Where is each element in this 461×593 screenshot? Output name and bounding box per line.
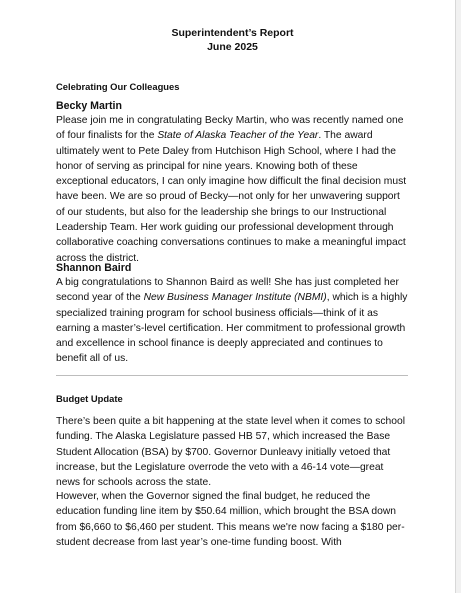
- award-title: State of Alaska Teacher of the Year: [157, 130, 319, 142]
- paragraph-text: , which is a highly specialized training program for school business officials—think of it as earning a master’s-level certification. Her commitment to professional growth and excellence in school finance is deeply appreciated and continues to benefit all of us.: [56, 292, 408, 365]
- report-date: June 2025: [207, 41, 258, 53]
- report-title: Superintendent’s Report: [171, 27, 294, 39]
- section-heading-colleagues: Celebrating Our Colleagues: [56, 81, 180, 92]
- paragraph-text: Please join me in congratulating Becky Martin, who was recently named one of four finalists for the: [56, 115, 404, 142]
- budget-paragraph: There’s been quite a bit happening at the state level when it comes to school funding. The Alaska Legislature passed HB 57, which increased the Base Student Allocation (BSA) by $700. Governor Dunleavy initially vetoed that increase, but the Legislature overrode the veto with a 46-14 vote—great news for schools across the state.: [56, 416, 405, 489]
- colleague-paragraph: [56, 113, 409, 266]
- colleague-name: Shannon Baird: [56, 262, 132, 274]
- colleague-name: Becky Martin: [56, 100, 122, 112]
- section-heading-budget: Budget Update: [56, 393, 123, 404]
- paragraph-text: A big congratulations to Shannon Baird as well! She has just completed her second year of the: [56, 277, 399, 304]
- section-divider: [56, 375, 408, 376]
- colleague-paragraph: [56, 275, 409, 367]
- program-title: New Business Manager Institute (NBMI): [143, 292, 327, 304]
- paragraph-text: . The award ultimately went to Pete Daley from Hutchison High School, where I had the honor of serving as principal for nine years. Knowing both of these exceptional educators, I can only imagine how difficult the final decision must have been. We are so proud of Becky—not only for her unwavering support of our students, but also for the leadership she brings to our Instructional Leadership Team. Her work guiding our professional development through collaborative coaching conversations continues to make a meaningful impact across the district.: [56, 130, 407, 264]
- budget-paragraph: However, when the Governor signed the final budget, he reduced the education funding line item by $50.64 million, which brought the BSA down from $6,660 to $6,460 per student. This means we're now facing a $180 per-student decrease from last year’s one-time funding boost. With: [56, 491, 405, 548]
